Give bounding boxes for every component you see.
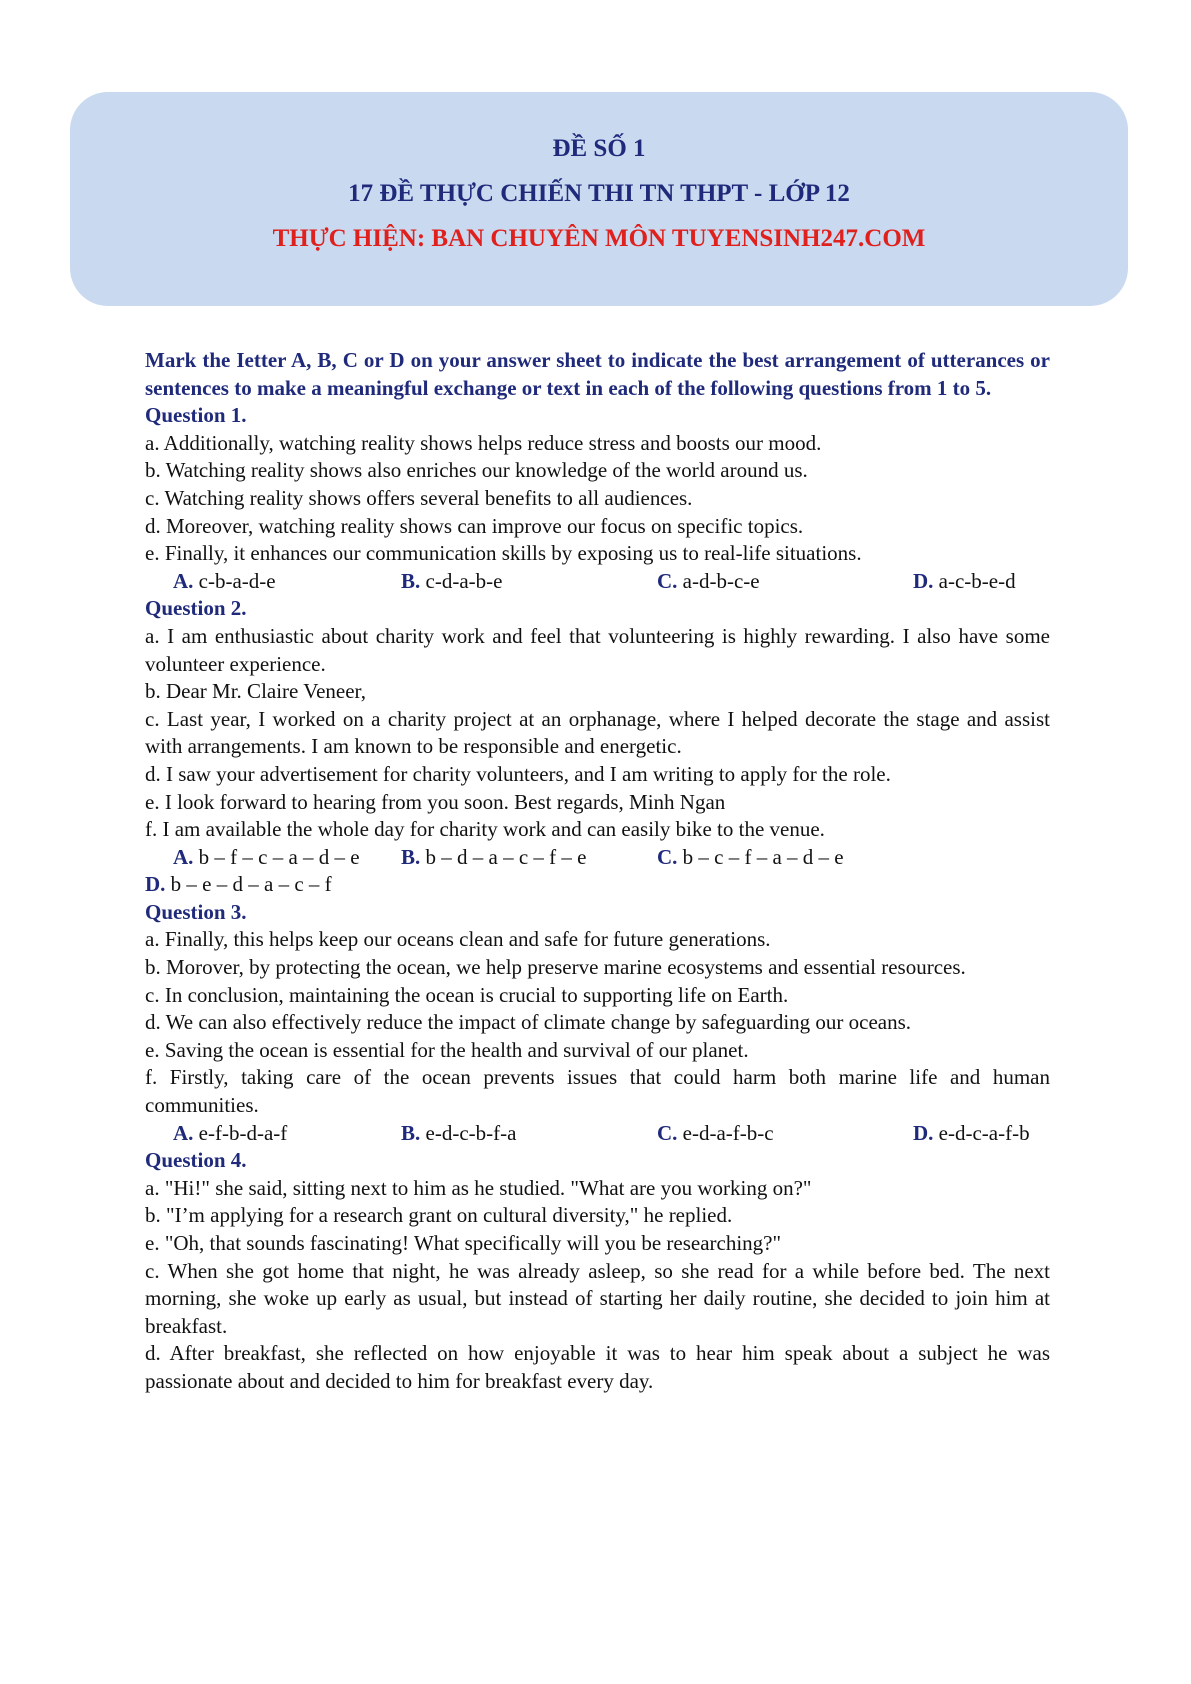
- question-sentence: e. Saving the ocean is essential for the health and survival of our planet.: [145, 1037, 749, 1062]
- exam-number: ĐỀ SỐ 1: [552, 135, 646, 162]
- question-2: [145, 595, 1050, 899]
- question-sentence: d. Moreover, watching reality shows can improve our focus on specific topics.: [145, 513, 804, 538]
- question-sentence: c. In conclusion, maintaining the ocean is crucial to supporting life on Earth.: [145, 982, 789, 1007]
- answer-option-a[interactable]: [145, 568, 401, 596]
- option-letter: B.: [401, 844, 421, 869]
- option-letter: D.: [913, 568, 934, 593]
- question-sentence: e. "Oh, that sounds fascinating! What specifically will you be researching?": [145, 1231, 782, 1255]
- option-text: e-d-c-a-f-b: [938, 1120, 1030, 1145]
- question-title: Question 1.: [145, 403, 247, 428]
- answer-option-b[interactable]: [401, 844, 657, 872]
- question-3: [145, 899, 1050, 1147]
- option-letter: C.: [657, 568, 678, 593]
- question-sentence: b. "I’m applying for a research grant on cultural diversity," he replied.: [145, 1203, 733, 1228]
- question-sentence: b. Morover, by protecting the ocean, we help preserve marine ecosystems and essential resources.: [145, 955, 966, 980]
- instruction: Mark the Ietter A, B, C or D on your answer sheet to indicate the best arrangement of utterances or sentences to make a meaningful exchange or text in each of the following questions from 1 to 5.: [145, 348, 1050, 400]
- option-letter: C.: [657, 844, 678, 869]
- option-letter: D.: [913, 1120, 934, 1145]
- question-sentence: a. Additionally, watching reality shows helps reduce stress and boosts our mood.: [145, 430, 822, 455]
- question-sentence: f. Firstly, taking care of the ocean prevents issues that could harm both marine life and human communities.: [145, 1065, 1050, 1118]
- header-banner: [70, 92, 1128, 306]
- option-text: b – e – d – a – c – f: [170, 872, 332, 897]
- answer-option-d[interactable]: [145, 871, 332, 899]
- question-sentence: a. Finally, this helps keep our oceans clean and safe for future generations.: [145, 927, 771, 952]
- option-letter: A.: [173, 1120, 194, 1145]
- question-sentence: c. Watching reality shows offers several benefits to all audiences.: [145, 485, 693, 510]
- question-section: [145, 347, 1050, 1396]
- option-text: c-b-a-d-e: [198, 568, 276, 593]
- question-sentence: d. We can also effectively reduce the impact of climate change by safeguarding our oceans.: [145, 1010, 912, 1035]
- question-title: Question 3.: [145, 899, 247, 924]
- question-sentence: f. I am available the whole day for charity work and can easily bike to the venue.: [145, 817, 825, 842]
- option-letter: D.: [145, 872, 166, 897]
- author-credit: THỰC HIỆN: BAN CHUYÊN MÔN TUYENSINH247.COM: [272, 225, 926, 252]
- answer-option-a[interactable]: [145, 844, 401, 872]
- question-sentence: d. I saw your advertisement for charity volunteers, and I am writing to apply for the role.: [145, 761, 891, 786]
- question-1: [145, 402, 1050, 595]
- question-title: Question 4.: [145, 1148, 247, 1173]
- answer-options: [145, 844, 1050, 899]
- question-title: Question 2.: [145, 596, 247, 621]
- option-letter: C.: [657, 1120, 678, 1145]
- question-sentence: b. Dear Mr. Claire Veneer,: [145, 679, 366, 704]
- option-text: c-d-a-b-e: [425, 568, 503, 593]
- questions-list: [145, 402, 1050, 1395]
- option-text: e-f-b-d-a-f: [198, 1120, 288, 1145]
- answer-option-d[interactable]: [913, 1120, 1030, 1148]
- question-sentence: d. After breakfast, she reflected on how enjoyable it was to hear him speak about a subject he was passionate about and decided to him for breakfast every day.: [145, 1341, 1050, 1393]
- question-sentence: c. Last year, I worked on a charity project at an orphanage, where I helped decorate the stage and assist with arrangements. I am known to be responsible and energetic.: [145, 706, 1050, 759]
- answer-option-c[interactable]: [657, 568, 913, 596]
- question-4: [145, 1147, 1050, 1395]
- option-text: b – d – a – c – f – e: [425, 844, 587, 869]
- question-sentence: b. Watching reality shows also enriches our knowledge of the world around us.: [145, 458, 808, 483]
- option-text: e-d-a-f-b-c: [682, 1120, 774, 1145]
- question-sentence: e. I look forward to hearing from you soon. Best regards, Minh Ngan: [145, 789, 726, 814]
- answer-options: [145, 1120, 1050, 1148]
- option-text: e-d-c-b-f-a: [425, 1120, 517, 1145]
- answer-option-b[interactable]: [401, 1120, 657, 1148]
- option-text: a-c-b-e-d: [938, 568, 1016, 593]
- option-letter: A.: [173, 568, 194, 593]
- question-sentence: c. When she got home that night, he was already asleep, so she read for a while before bed. The next morning, she woke up early as usual, but instead of starting her daily routine, she decided to join him at breakfast.: [145, 1258, 1050, 1338]
- question-sentence: e. Finally, it enhances our communication skills by exposing us to real-life situations.: [145, 541, 862, 566]
- exam-series-title: 17 ĐỀ THỰC CHIẾN THI TN THPT - LỚP 12: [348, 180, 850, 207]
- option-text: a-d-b-c-e: [682, 568, 760, 593]
- option-letter: B.: [401, 568, 421, 593]
- question-sentence: a. "Hi!" she said, sitting next to him as he studied. "What are you working on?": [145, 1175, 812, 1200]
- option-letter: A.: [173, 844, 194, 869]
- answer-option-c[interactable]: [657, 1120, 913, 1148]
- answer-option-d[interactable]: [913, 568, 1016, 596]
- option-text: b – c – f – a – d – e: [682, 844, 844, 869]
- answer-option-b[interactable]: [401, 568, 657, 596]
- option-text: b – f – c – a – d – e: [198, 844, 360, 869]
- option-letter: B.: [401, 1120, 421, 1145]
- question-sentence: a. I am enthusiastic about charity work and feel that volunteering is highly rewarding. I also have some volunteer experience.: [145, 623, 1050, 676]
- answer-options: [145, 568, 1050, 596]
- answer-option-c[interactable]: [657, 844, 913, 872]
- answer-option-a[interactable]: [145, 1120, 401, 1148]
